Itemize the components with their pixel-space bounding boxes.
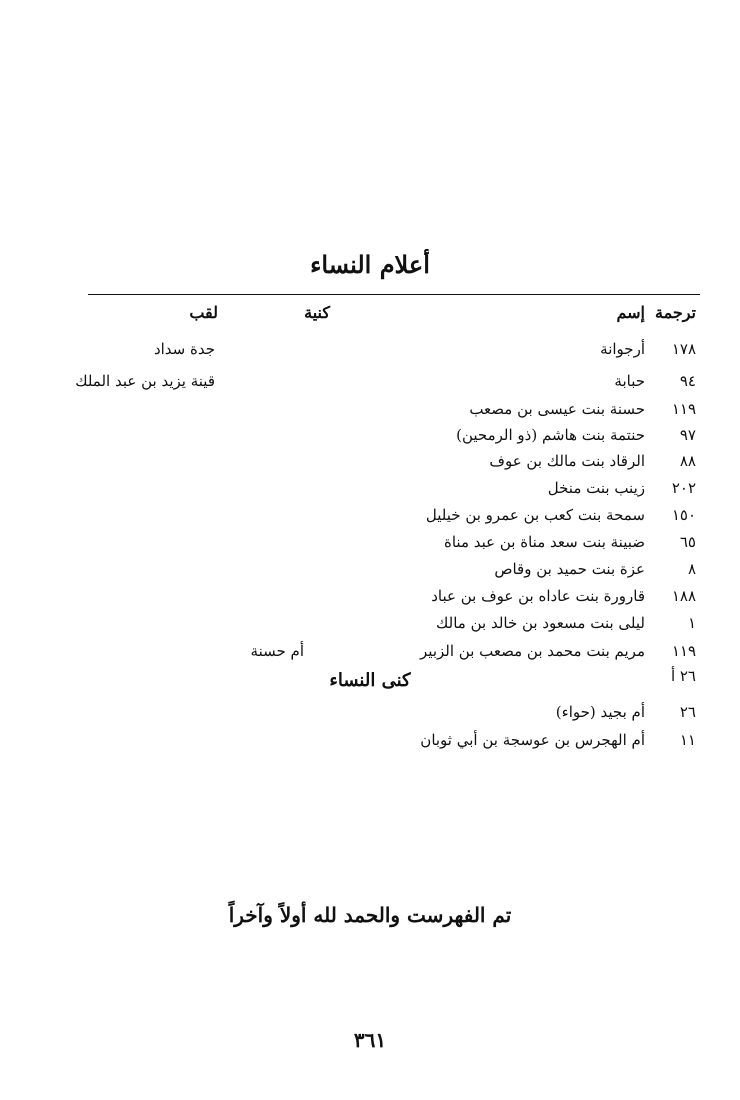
- table-row: [0, 479, 740, 501]
- entry-number: ٩٤: [679, 372, 696, 390]
- table-row: [0, 533, 740, 555]
- entry-number: ١١: [679, 731, 696, 749]
- entry-name: الرقاد بنت مالك بن عوف: [489, 452, 645, 470]
- table-row: [0, 426, 740, 448]
- table-row: [0, 614, 740, 636]
- entry-number: ١١٩: [671, 400, 696, 418]
- header-laqab: لقب: [189, 303, 218, 322]
- entry-name: حسنة بنت عيسى بن مصعب: [469, 400, 645, 418]
- entry-number: ٢٦: [679, 703, 696, 721]
- entry-number: ٢٠٢: [671, 479, 696, 497]
- page-title: أعلام النساء: [310, 250, 430, 279]
- entry-name: أم بجيد (حواء): [555, 703, 645, 721]
- entry-name: قارورة بنت عاداه بن عوف بن عباد: [431, 587, 645, 605]
- entry-laqab: قينة يزيد بن عبد الملك: [75, 372, 215, 390]
- entry-number: ٩٧: [679, 426, 696, 444]
- closing-line: تم الفهرست والحمد لله أولاً وآخراً: [228, 903, 512, 927]
- header-kunya: كنية: [304, 303, 330, 322]
- table-row: [0, 372, 740, 394]
- entry-name: أرجوانة: [600, 340, 645, 358]
- table-row: [0, 560, 740, 582]
- header-rule: [88, 294, 700, 295]
- table-row: [0, 642, 740, 664]
- entry-name: سمحة بنت كعب بن عمرو بن خيليل: [425, 506, 645, 524]
- entry-number: ١٧٨: [671, 340, 696, 358]
- entry-number: ٢٦ أ: [670, 667, 696, 685]
- entry-name: ليلى بنت مسعود بن خالد بن مالك: [436, 614, 645, 632]
- kuna-row: [0, 731, 740, 753]
- table-row: [0, 452, 740, 474]
- entry-number: ١١٩: [671, 642, 696, 660]
- entry-name: مريم بنت محمد بن مصعب بن الزبير: [420, 642, 645, 660]
- entry-number: ١٥٠: [671, 506, 696, 524]
- entry-name: أم الهجرس بن عوسجة بن أبي ثوبان: [420, 731, 645, 749]
- entry-number: ١: [687, 614, 696, 632]
- entry-laqab: جدة سداد: [153, 340, 215, 358]
- kuna-row: [0, 703, 740, 725]
- table-row: [0, 340, 740, 362]
- entry-number: ٨: [687, 560, 696, 578]
- entry-number: ١٨٨: [671, 587, 696, 605]
- header-name: إسم: [616, 303, 645, 322]
- entry-kunya: أم حسنة: [250, 642, 304, 660]
- table-row: [0, 400, 740, 422]
- entry-name: حنتمة بنت هاشم (ذو الرمحين): [456, 426, 645, 444]
- entry-name: حبابة: [614, 372, 645, 390]
- entry-name: زينب بنت منخل: [547, 479, 645, 497]
- entry-name: ضبينة بنت سعد مناة بن عبد مناة: [444, 533, 645, 551]
- header-number: ترجمة: [655, 303, 696, 322]
- table-row: [0, 506, 740, 528]
- table-row: [0, 587, 740, 609]
- kuna-title: كنى النساء: [329, 670, 411, 691]
- entry-number: ٦٥: [679, 533, 696, 551]
- page-number: ٣٦١: [353, 1028, 387, 1052]
- entry-number: ٨٨: [679, 452, 696, 470]
- entry-name: عزة بنت حميد بن وقاص: [494, 560, 645, 578]
